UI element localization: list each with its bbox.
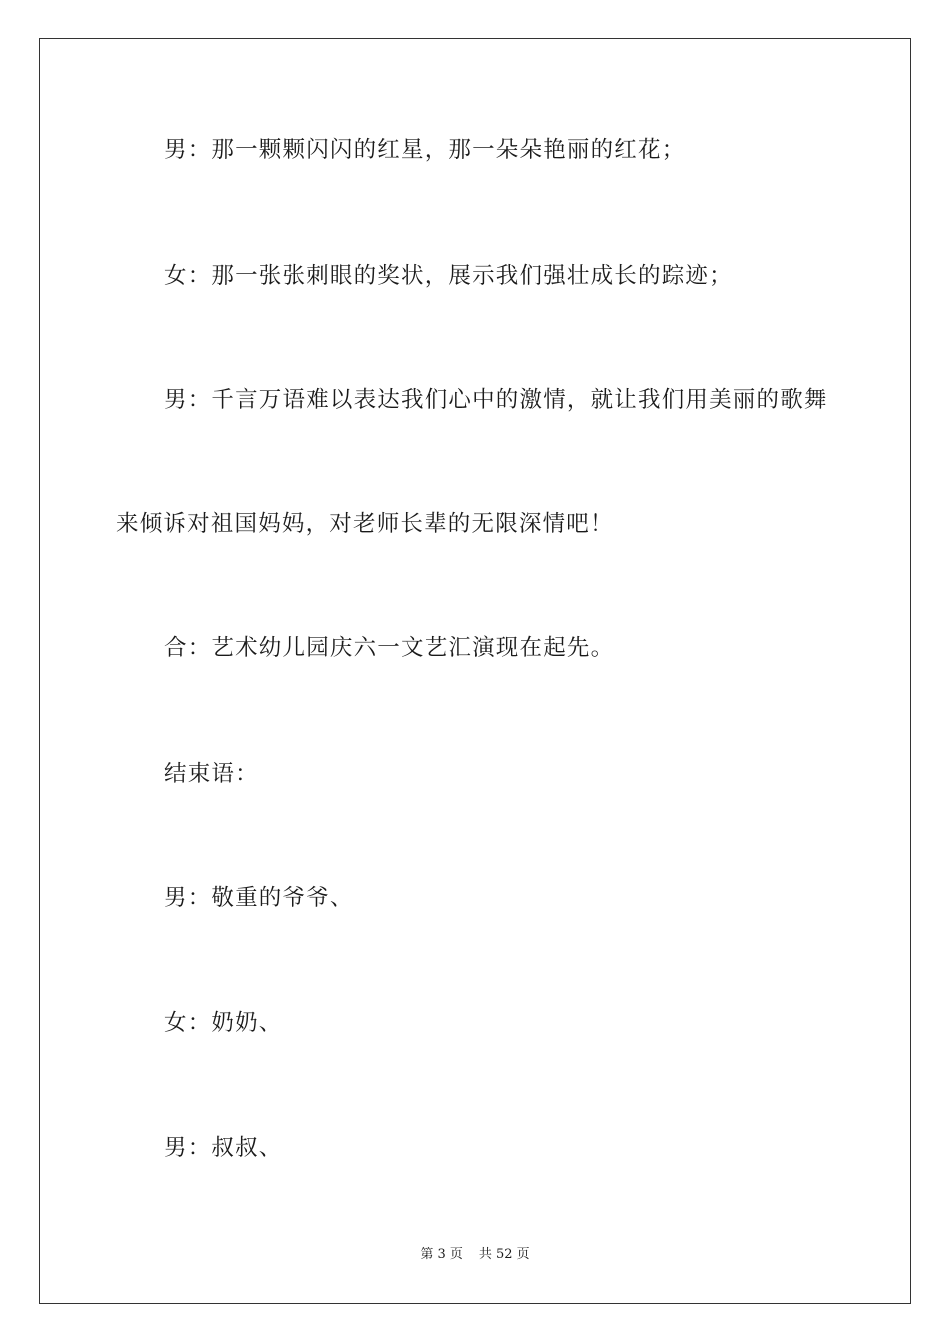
text-line: 女：奶奶、 — [164, 1010, 283, 1036]
page-number: 第 3 页 — [420, 1247, 463, 1262]
text-line: 来倾诉对祖国妈妈，对老师长辈的无限深情吧！ — [116, 511, 614, 537]
page-footer — [0, 1246, 950, 1264]
text-line: 男：敬重的爷爷、 — [164, 885, 354, 911]
section-heading: 结束语： — [164, 761, 259, 787]
text-line: 男：千言万语难以表达我们心中的激情，就让我们用美丽的歌舞 — [164, 387, 828, 413]
text-line: 合：艺术幼儿园庆六一文艺汇演现在起先。 — [164, 635, 615, 661]
text-line: 女：那一张张刺眼的奖状，展示我们强壮成长的踪迹； — [164, 263, 733, 289]
page-border — [39, 38, 911, 1304]
page-total: 共 52 页 — [478, 1247, 530, 1262]
text-line: 男：叔叔、 — [164, 1135, 283, 1161]
text-line: 男：那一颗颗闪闪的红星，那一朵朵艳丽的红花； — [164, 137, 686, 163]
